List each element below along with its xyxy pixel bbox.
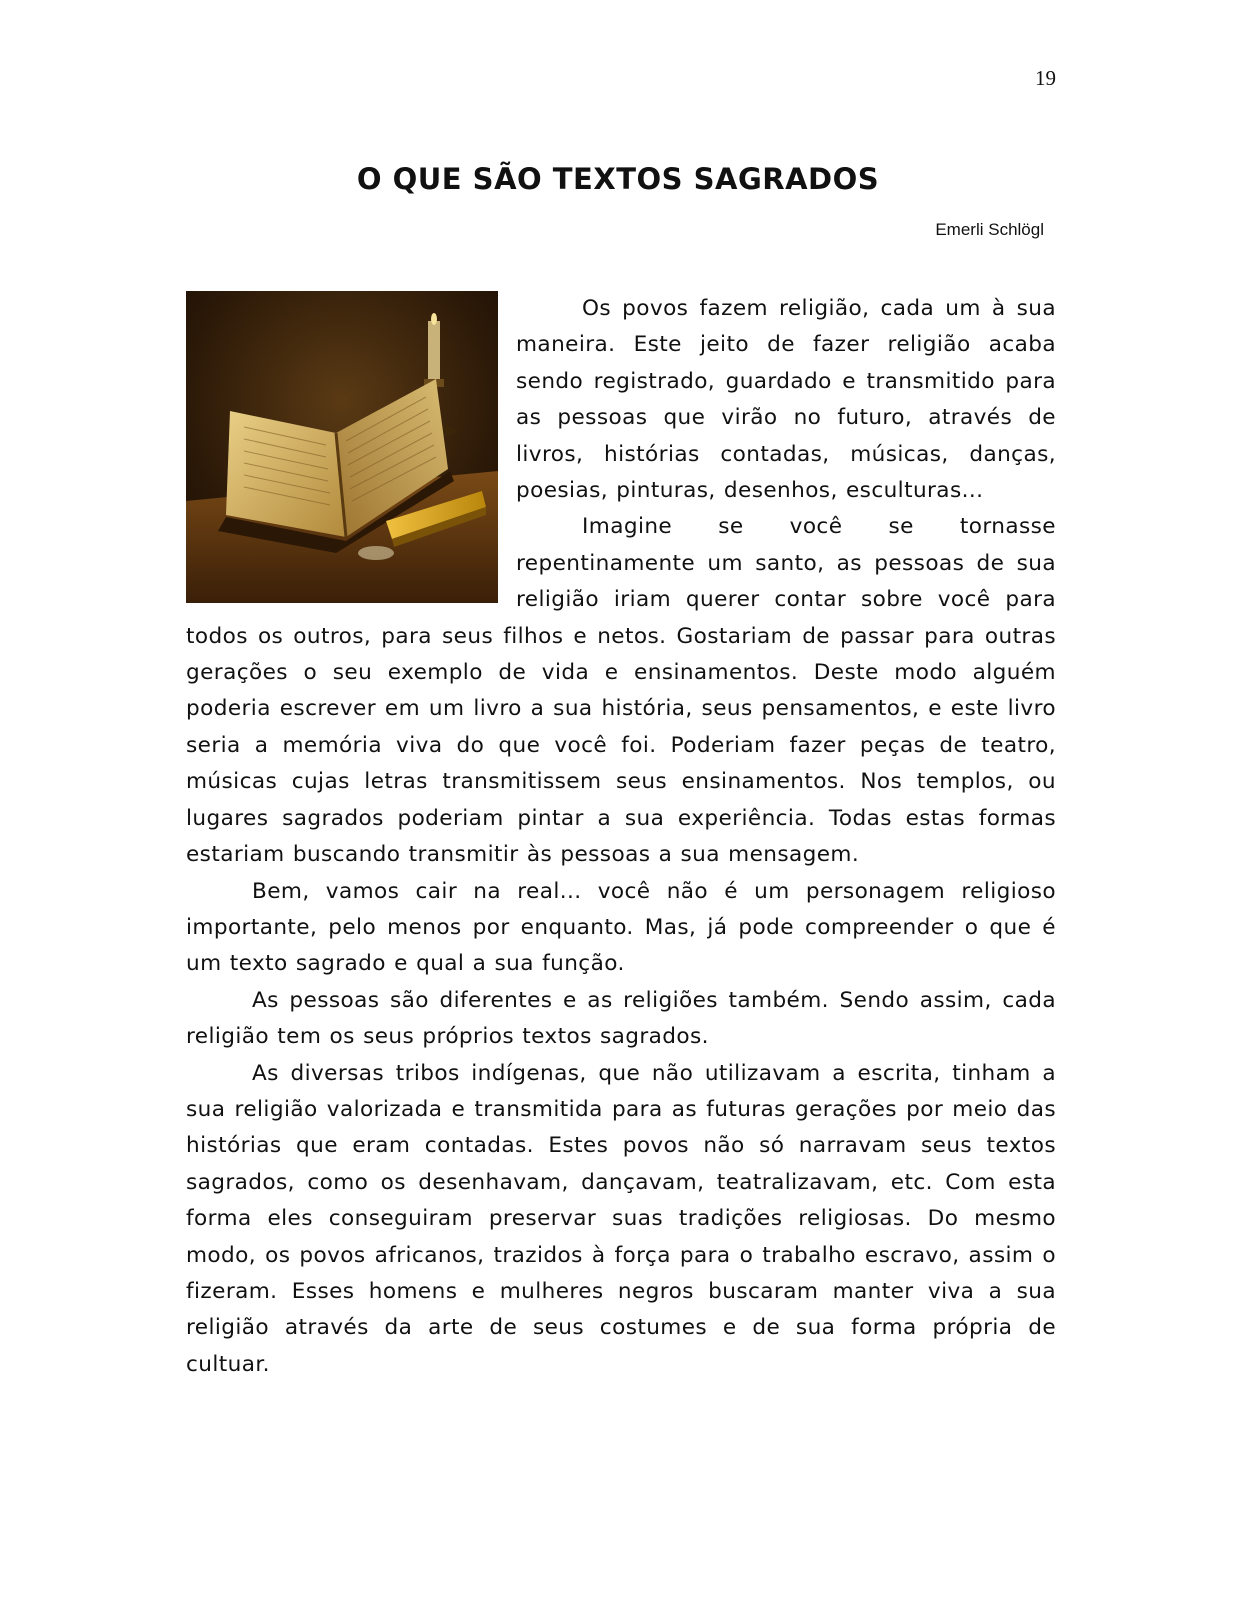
- painting-open-book-candle-icon: [186, 291, 498, 603]
- paragraph: Os povos fazem religião, cada um à sua maneira. Este jeito de fazer religião acaba sendo registrado, guardado e transmitido para as pessoas que virão no futuro, através de livros, histórias contadas, músicas, danças, poesias, pinturas, desenhos, esculturas...: [516, 296, 1056, 504]
- article-body: [186, 291, 1056, 1383]
- paragraph: As diversas tribos indígenas, que não utilizavam a escrita, tinham a sua religião valorizada e transmitida para as futuras gerações por meio das histórias que eram contadas. Estes povos não só narravam seus textos sagrados, como os desenhavam, dançavam, teatralizavam, etc. Com esta forma eles conseguiram preservar suas tradições religiosas. Do mesmo modo, os povos africanos, trazidos à força para o trabalho escravo, assim o fizeram. Esses homens e mulheres negros buscaram manter viva a sua religião através da arte de seus costumes e de sua forma própria de cultuar.: [186, 1060, 1056, 1377]
- paragraph: Imagine se você se tornasse repentinamente um santo, as pessoas de sua religião iriam querer contar sobre você para todos os outros, para seus filhos e netos. Gostariam de passar para outras gerações o seu exemplo de vida e ensinamentos. Deste modo alguém poderia escrever em um livro a sua história, seus pensamentos, e este livro seria a memória viva do que você foi. Poderiam fazer peças de teatro, músicas cujas letras transmitissem seus ensinamentos. Nos templos, ou lugares sagrados poderiam pintar a sua experiência. Todas estas formas estariam buscando transmitir às pessoas a sua mensagem.: [186, 514, 1056, 868]
- paragraph: Bem, vamos cair na real... você não é um personagem religioso importante, pelo menos por enquanto. Mas, já pode compreender o que é um texto sagrado e qual a sua função.: [186, 878, 1056, 977]
- author-name: Emerli Schlögl: [935, 220, 1044, 239]
- page-title: O QUE SÃO TEXTOS SAGRADOS: [356, 162, 880, 196]
- paragraph: As pessoas são diferentes e as religiões também. Sendo assim, cada religião tem os seus próprios textos sagrados.: [186, 987, 1056, 1050]
- page-number: 19: [1035, 66, 1056, 90]
